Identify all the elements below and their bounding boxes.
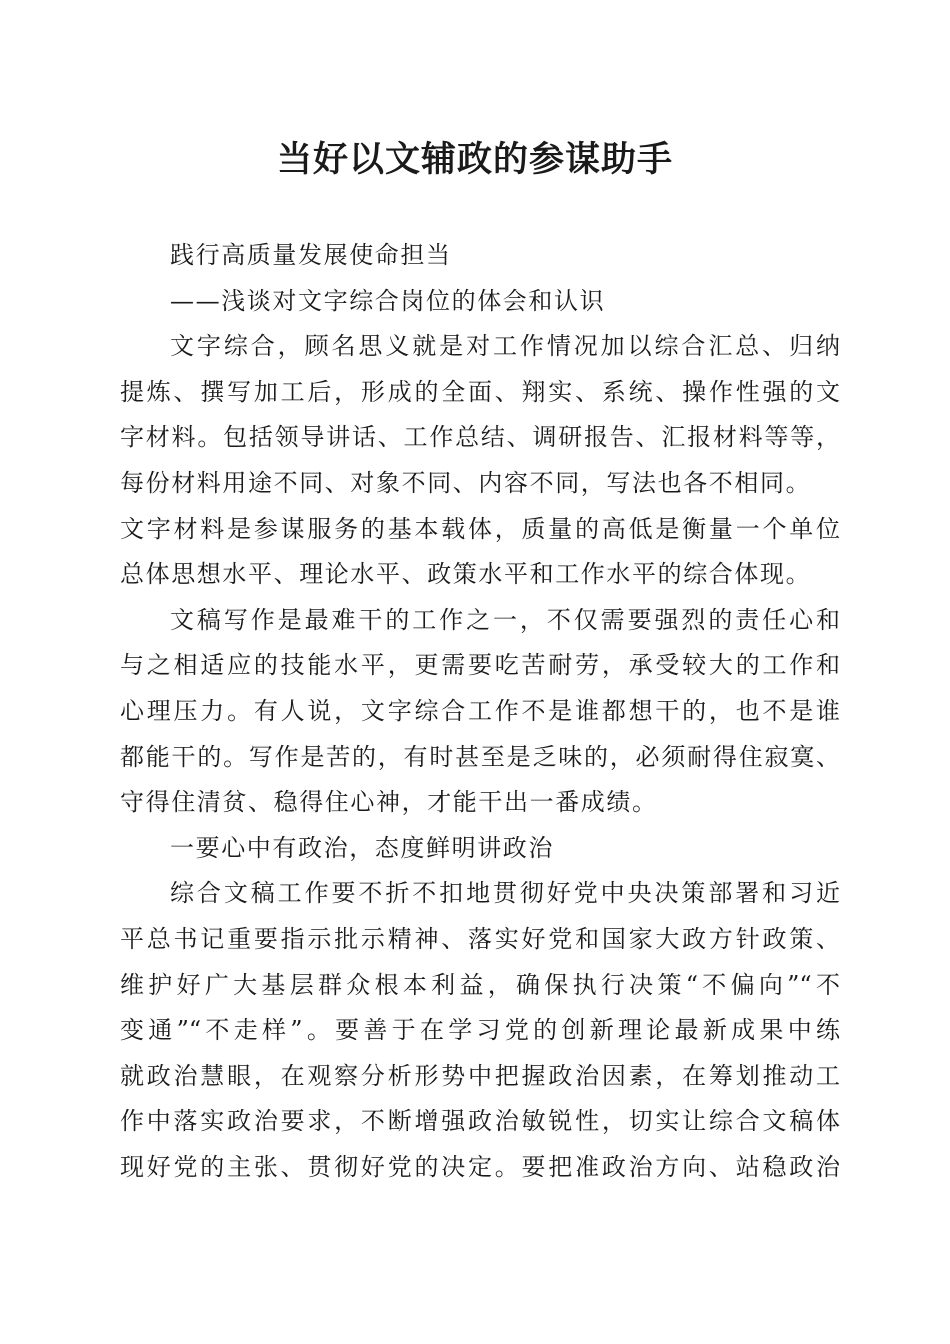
subtitle-line: ——浅谈对文字综合岗位的体会和认识 xyxy=(170,286,606,315)
paragraph-line: 与之相适应的技能水平，更需要吃苦耐劳，承受较大的工作和 xyxy=(120,651,840,680)
paragraph-line: 综合文稿工作要不折不扣地贯彻好党中央决策部署和习近 xyxy=(170,879,840,908)
document-title: 当好以文辅政的参谋助手 xyxy=(276,139,673,180)
paragraph-line: 心理压力。有人说，文字综合工作不是谁都想干的，也不是谁 xyxy=(120,696,840,725)
document-body xyxy=(120,233,840,1190)
paragraph-line: 每份材料用途不同、对象不同、内容不同，写法也各不相同。 xyxy=(120,468,812,497)
paragraph-line: 维护好广大基层群众根本利益，确保执行决策“不偏向”“不 xyxy=(120,970,840,999)
paragraph-line: 文稿写作是最难干的工作之一，不仅需要强烈的责任心和 xyxy=(170,605,840,634)
section-heading: 一要心中有政治，态度鲜明讲政治 xyxy=(170,833,554,862)
paragraph-line: 提炼、撰写加工后，形成的全面、翔实、系统、操作性强的文 xyxy=(120,377,840,406)
paragraph-line: 就政治慧眼，在观察分析形势中把握政治因素，在筹划推动工 xyxy=(120,1061,840,1090)
paragraph-line: 现好党的主张、贯彻好党的决定。要把准政治方向、站稳政治 xyxy=(120,1152,840,1181)
paragraph-line: 都能干的。写作是苦的，有时甚至是乏味的，必须耐得住寂寞、 xyxy=(120,742,840,771)
paragraph-line: 变通”“不走样”。要善于在学习党的创新理论最新成果中练 xyxy=(120,1016,840,1045)
paragraph-line: 字材料。包括领导讲话、工作总结、调研报告、汇报材料等等， xyxy=(120,423,840,452)
paragraph-line: 文字材料是参谋服务的基本载体，质量的高低是衡量一个单位 xyxy=(120,514,840,543)
paragraph-line: 作中落实政治要求，不断增强政治敏锐性，切实让综合文稿体 xyxy=(120,1107,840,1136)
paragraph-line: 平总书记重要指示批示精神、落实好党和国家大政方针政策、 xyxy=(120,924,840,953)
paragraph-line: 守得住清贫、稳得住心神，才能干出一番成绩。 xyxy=(120,788,658,817)
paragraph-line: 总体思想水平、理论水平、政策水平和工作水平的综合体现。 xyxy=(120,560,812,589)
paragraph-line: 文字综合，顾名思义就是对工作情况加以综合汇总、归纳 xyxy=(170,332,840,361)
subtitle-line: 践行高质量发展使命担当 xyxy=(170,241,452,269)
